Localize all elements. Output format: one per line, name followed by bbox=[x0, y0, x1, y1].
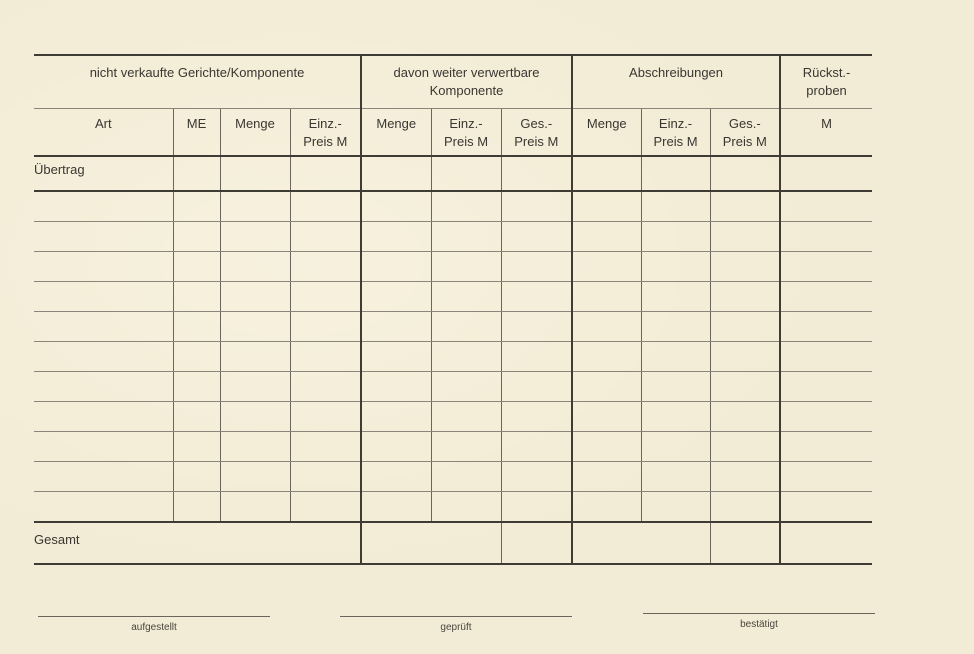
table-cell[interactable] bbox=[173, 312, 220, 342]
table-cell[interactable] bbox=[710, 156, 780, 191]
table-cell[interactable] bbox=[780, 252, 872, 282]
col-gesamtpreis-2 bbox=[501, 109, 572, 157]
table-cell[interactable] bbox=[34, 191, 173, 222]
table-row bbox=[34, 372, 872, 402]
col-menge-1-label: Menge bbox=[235, 116, 275, 131]
table-cell[interactable] bbox=[361, 156, 431, 191]
table-cell[interactable] bbox=[501, 222, 572, 252]
table-cell[interactable] bbox=[572, 282, 641, 312]
table-cell[interactable] bbox=[290, 372, 361, 402]
table-cell[interactable] bbox=[572, 156, 641, 191]
table-cell[interactable] bbox=[173, 191, 220, 222]
table-cell[interactable] bbox=[780, 312, 872, 342]
table-cell[interactable] bbox=[641, 492, 710, 523]
table-cell[interactable] bbox=[710, 372, 780, 402]
table-cell[interactable] bbox=[173, 252, 220, 282]
table-cell[interactable] bbox=[220, 191, 290, 222]
group-header-unsold bbox=[34, 55, 361, 109]
col-einzelpreis-1-line2: Preis M bbox=[303, 134, 348, 149]
table-cell[interactable] bbox=[173, 222, 220, 252]
total-row bbox=[34, 522, 872, 564]
carry-over-row bbox=[34, 156, 872, 191]
table-cell[interactable] bbox=[572, 402, 641, 432]
table-cell[interactable] bbox=[710, 402, 780, 432]
group-header-samples-line2: proben bbox=[806, 83, 847, 98]
table-row bbox=[34, 222, 872, 252]
table-cell[interactable] bbox=[361, 492, 431, 523]
table-cell[interactable] bbox=[572, 522, 641, 564]
table-cell[interactable] bbox=[780, 522, 872, 564]
table-cell[interactable] bbox=[641, 372, 710, 402]
table-cell[interactable] bbox=[220, 312, 290, 342]
total-label-cell bbox=[34, 522, 361, 564]
col-gesamtpreis-3 bbox=[710, 109, 780, 157]
col-einzelpreis-3-line1: Einz.- bbox=[658, 116, 693, 131]
signature-checked[interactable] bbox=[340, 616, 572, 633]
table-cell[interactable] bbox=[431, 222, 501, 252]
signature-prepared[interactable] bbox=[38, 616, 270, 633]
table-cell[interactable] bbox=[173, 342, 220, 372]
table-row bbox=[34, 252, 872, 282]
table-cell[interactable] bbox=[710, 191, 780, 222]
table-cell[interactable] bbox=[501, 372, 572, 402]
table-cell[interactable] bbox=[173, 402, 220, 432]
table-cell[interactable] bbox=[34, 252, 173, 282]
group-header-samples bbox=[780, 55, 872, 109]
table-cell[interactable] bbox=[501, 432, 572, 462]
table-cell[interactable] bbox=[34, 342, 173, 372]
table-cell[interactable] bbox=[780, 282, 872, 312]
table-cell[interactable] bbox=[501, 191, 572, 222]
col-einzelpreis-2-line2: Preis M bbox=[443, 134, 489, 149]
table-row bbox=[34, 432, 872, 462]
table-cell[interactable] bbox=[641, 522, 710, 564]
table-cell[interactable] bbox=[641, 156, 710, 191]
table-cell[interactable] bbox=[290, 222, 361, 252]
table-cell[interactable] bbox=[34, 222, 173, 252]
table-cell[interactable] bbox=[572, 191, 641, 222]
table-cell[interactable] bbox=[431, 492, 501, 523]
table-cell[interactable] bbox=[361, 342, 431, 372]
col-einzelpreis-1 bbox=[290, 109, 361, 157]
table-cell[interactable] bbox=[34, 432, 173, 462]
table-cell[interactable] bbox=[173, 462, 220, 492]
table-cell[interactable] bbox=[173, 492, 220, 523]
table-cell[interactable] bbox=[780, 492, 872, 523]
table-cell[interactable] bbox=[710, 432, 780, 462]
col-art-label: Art bbox=[94, 116, 112, 131]
table-cell[interactable] bbox=[431, 432, 501, 462]
table-cell[interactable] bbox=[173, 372, 220, 402]
table-cell[interactable] bbox=[780, 372, 872, 402]
table-cell[interactable] bbox=[290, 156, 361, 191]
table-cell[interactable] bbox=[361, 402, 431, 432]
table-cell[interactable] bbox=[220, 432, 290, 462]
col-me bbox=[173, 109, 220, 157]
table-cell[interactable] bbox=[34, 492, 173, 523]
col-me-label: ME bbox=[186, 116, 207, 131]
table-cell[interactable] bbox=[431, 372, 501, 402]
group-header-writeoffs bbox=[572, 55, 780, 109]
table-cell[interactable] bbox=[710, 522, 780, 564]
table-cell[interactable] bbox=[641, 252, 710, 282]
table-cell[interactable] bbox=[431, 462, 501, 492]
col-einzelpreis-1-line1: Einz.- bbox=[308, 116, 342, 131]
table-cell[interactable] bbox=[220, 156, 290, 191]
table-cell[interactable] bbox=[290, 402, 361, 432]
group-header-reusable bbox=[361, 55, 572, 109]
table-cell[interactable] bbox=[431, 522, 501, 564]
group-header-writeoffs-text: Abschreibungen bbox=[629, 65, 724, 80]
table-cell[interactable] bbox=[220, 342, 290, 372]
table-cell[interactable] bbox=[361, 312, 431, 342]
table-cell[interactable] bbox=[710, 462, 780, 492]
table-cell[interactable] bbox=[361, 252, 431, 282]
table-cell[interactable] bbox=[431, 282, 501, 312]
table-cell[interactable] bbox=[431, 191, 501, 222]
inventory-form-table bbox=[34, 54, 872, 565]
table-cell[interactable] bbox=[780, 432, 872, 462]
table-cell[interactable] bbox=[501, 492, 572, 523]
table-cell[interactable] bbox=[710, 312, 780, 342]
table-cell[interactable] bbox=[572, 222, 641, 252]
col-menge-3 bbox=[572, 109, 641, 157]
table-cell[interactable] bbox=[290, 462, 361, 492]
table-cell[interactable] bbox=[290, 342, 361, 372]
table-cell[interactable] bbox=[710, 252, 780, 282]
table-cell[interactable] bbox=[34, 402, 173, 432]
table-cell[interactable] bbox=[220, 492, 290, 523]
table-cell[interactable] bbox=[710, 342, 780, 372]
table-cell[interactable] bbox=[572, 462, 641, 492]
table-cell[interactable] bbox=[361, 462, 431, 492]
table-cell[interactable] bbox=[34, 312, 173, 342]
table-row bbox=[34, 342, 872, 372]
table-cell[interactable] bbox=[572, 312, 641, 342]
table-cell[interactable] bbox=[173, 156, 220, 191]
col-gesamtpreis-3-line1: Ges.- bbox=[728, 116, 761, 131]
table-cell[interactable] bbox=[431, 252, 501, 282]
table-cell[interactable] bbox=[501, 462, 572, 492]
col-rueckstellproben-unit: M bbox=[821, 116, 832, 131]
table-cell[interactable] bbox=[501, 342, 572, 372]
table-cell[interactable] bbox=[641, 222, 710, 252]
table-cell[interactable] bbox=[710, 222, 780, 252]
table-row bbox=[34, 191, 872, 222]
table-cell[interactable] bbox=[641, 342, 710, 372]
col-menge-2 bbox=[361, 109, 431, 157]
table-cell[interactable] bbox=[220, 252, 290, 282]
col-rueckstellproben bbox=[780, 109, 872, 157]
table-row bbox=[34, 312, 872, 342]
table-cell[interactable] bbox=[431, 156, 501, 191]
table-cell[interactable] bbox=[501, 282, 572, 312]
col-art bbox=[34, 109, 173, 157]
col-einzelpreis-3-line2: Preis M bbox=[653, 134, 698, 149]
table-cell[interactable] bbox=[501, 402, 572, 432]
col-gesamtpreis-2-line2: Preis M bbox=[514, 134, 559, 149]
table-cell[interactable] bbox=[290, 432, 361, 462]
table-cell[interactable] bbox=[431, 312, 501, 342]
col-gesamtpreis-2-line1: Ges.- bbox=[520, 116, 553, 131]
table-cell[interactable] bbox=[710, 492, 780, 523]
table-cell[interactable] bbox=[710, 282, 780, 312]
table-cell[interactable] bbox=[780, 402, 872, 432]
table-cell[interactable] bbox=[290, 312, 361, 342]
table-cell[interactable] bbox=[34, 282, 173, 312]
table-cell[interactable] bbox=[780, 462, 872, 492]
table-cell[interactable] bbox=[572, 252, 641, 282]
table-cell[interactable] bbox=[290, 492, 361, 523]
table-cell[interactable] bbox=[361, 222, 431, 252]
signature-confirmed-label: bestätigt bbox=[740, 619, 778, 630]
signature-checked-label: geprüft bbox=[440, 622, 472, 633]
table-cell[interactable] bbox=[641, 432, 710, 462]
table-cell[interactable] bbox=[572, 432, 641, 462]
table-cell[interactable] bbox=[290, 252, 361, 282]
table-cell[interactable] bbox=[641, 462, 710, 492]
table-cell[interactable] bbox=[361, 522, 431, 564]
table-cell[interactable] bbox=[290, 282, 361, 312]
table-cell[interactable] bbox=[220, 222, 290, 252]
col-gesamtpreis-3-line2: Preis M bbox=[722, 134, 767, 149]
table-cell[interactable] bbox=[361, 191, 431, 222]
col-menge-2-label: Menge bbox=[376, 116, 417, 131]
table-cell[interactable] bbox=[780, 222, 872, 252]
col-einzelpreis-3 bbox=[641, 109, 710, 157]
col-einzelpreis-2-line1: Einz.- bbox=[449, 116, 483, 131]
table-cell[interactable] bbox=[641, 312, 710, 342]
table-cell[interactable] bbox=[361, 282, 431, 312]
table-cell[interactable] bbox=[361, 372, 431, 402]
table-cell[interactable] bbox=[641, 282, 710, 312]
table-cell[interactable] bbox=[501, 522, 572, 564]
table-cell[interactable] bbox=[501, 252, 572, 282]
table-cell[interactable] bbox=[641, 191, 710, 222]
group-header-reusable-line2: Komponente bbox=[429, 83, 504, 98]
table-row bbox=[34, 492, 872, 523]
table-cell[interactable] bbox=[173, 282, 220, 312]
table-row bbox=[34, 462, 872, 492]
carry-over-label: Übertrag bbox=[34, 162, 85, 177]
table-cell[interactable] bbox=[220, 372, 290, 402]
table-cell[interactable] bbox=[220, 462, 290, 492]
table-cell[interactable] bbox=[572, 342, 641, 372]
table-cell[interactable] bbox=[173, 432, 220, 462]
signature-prepared-label: aufgestellt bbox=[131, 622, 177, 633]
col-einzelpreis-2 bbox=[431, 109, 501, 157]
table-cell[interactable] bbox=[780, 342, 872, 372]
table-cell[interactable] bbox=[431, 342, 501, 372]
table-cell[interactable] bbox=[290, 191, 361, 222]
table-row bbox=[34, 282, 872, 312]
table-cell[interactable] bbox=[501, 312, 572, 342]
table-cell[interactable] bbox=[431, 402, 501, 432]
table-cell[interactable] bbox=[220, 282, 290, 312]
table-cell[interactable] bbox=[501, 156, 572, 191]
table-cell[interactable] bbox=[572, 492, 641, 523]
table-cell[interactable] bbox=[220, 402, 290, 432]
total-label: Gesamt bbox=[34, 532, 80, 547]
carry-over-label-cell bbox=[34, 156, 173, 191]
group-header-row bbox=[34, 55, 872, 109]
col-menge-1 bbox=[220, 109, 290, 157]
table-cell[interactable] bbox=[361, 432, 431, 462]
table-cell[interactable] bbox=[641, 402, 710, 432]
column-header-row bbox=[34, 109, 872, 157]
group-header-unsold-text: nicht verkaufte Gerichte/Komponente bbox=[89, 65, 305, 80]
table-cell[interactable] bbox=[34, 462, 173, 492]
col-menge-3-label: Menge bbox=[586, 116, 627, 131]
table-cell[interactable] bbox=[34, 372, 173, 402]
group-header-reusable-line1: davon weiter verwertbare bbox=[393, 65, 540, 80]
table-row bbox=[34, 402, 872, 432]
signature-confirmed[interactable] bbox=[643, 613, 875, 630]
group-header-samples-line1: Rückst.- bbox=[802, 65, 851, 80]
table-cell[interactable] bbox=[780, 191, 872, 222]
table-cell[interactable] bbox=[572, 372, 641, 402]
table-cell[interactable] bbox=[780, 156, 872, 191]
